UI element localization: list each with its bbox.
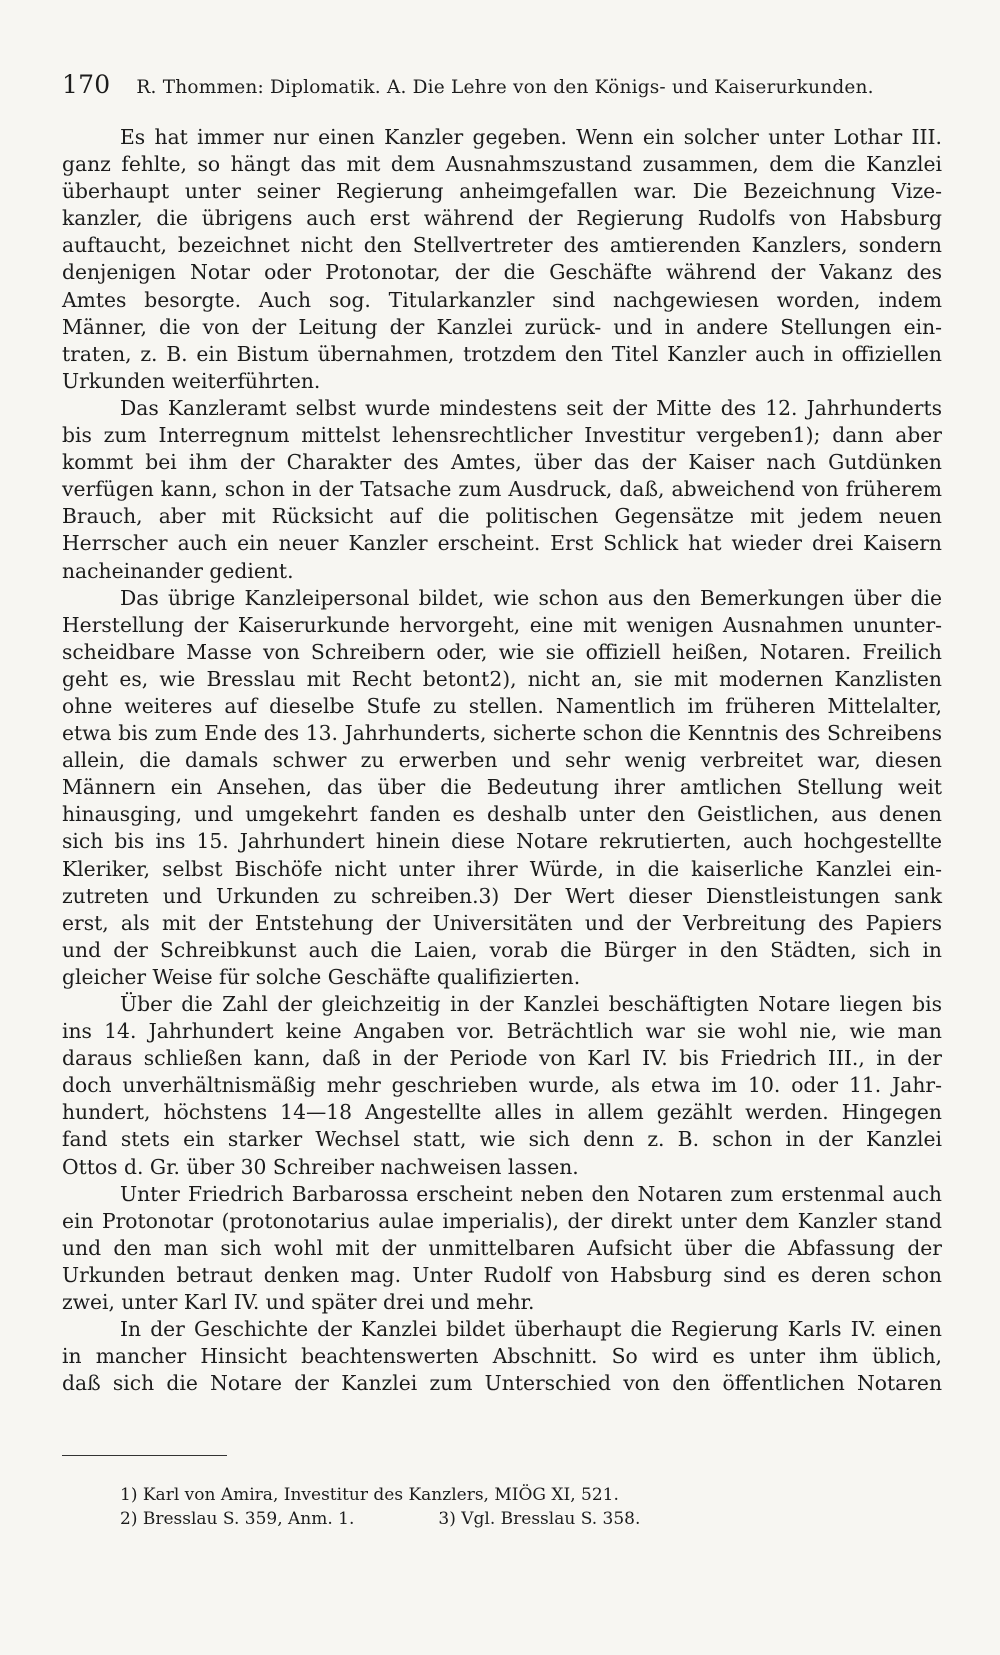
text-line: daraus schließen kann, daß in der Periode von Karl IV. bis Friedrich III., in der xyxy=(62,1046,942,1071)
text-line: In der Geschichte der Kanzlei bildet überhaupt die Regierung Karls IV. einen xyxy=(120,1317,942,1342)
text-line: fand stets ein starker Wechsel statt, wie sich denn z. B. schon in der Kanzlei xyxy=(62,1127,942,1152)
footnotes xyxy=(120,1483,640,1531)
footnote-1: 1) Karl von Amira, Investitur des Kanzlers, MIÖG XI, 521. xyxy=(120,1485,619,1505)
text-line: Amtes besorgte. Auch sog. Titularkanzler sind nachgewiesen worden, indem xyxy=(62,287,942,312)
text-line: in mancher Hinsicht beachtenswerten Abschnitt. So wird es unter ihm üblich, xyxy=(62,1344,942,1369)
text-line: allein, die damals schwer zu erwerben und sehr wenig verbreitet war, diesen xyxy=(62,748,942,773)
text-line: und der Schreibkunst auch die Laien, vorab die Bürger in den Städten, sich in xyxy=(62,937,942,962)
footnote-2: 2) Bresslau S. 359, Anm. 1. xyxy=(120,1509,355,1529)
text-line: Unter Friedrich Barbarossa erscheint neben den Notaren zum erstenmal auch xyxy=(120,1181,942,1206)
text-line: hundert, höchstens 14—18 Angestellte alles in allem gezählt werden. Hingegen xyxy=(62,1100,942,1125)
text-line: überhaupt unter seiner Regierung anheimgefallen war. Die Bezeichnung Vize- xyxy=(62,179,942,204)
text-line: zutreten und Urkunden zu schreiben.3) Der Wert dieser Dienstleistungen sank xyxy=(62,883,942,908)
text-line: auftaucht, bezeichnet nicht den Stellvertreter des amtierenden Kanzlers, sondern xyxy=(62,233,942,258)
page-number: 170 xyxy=(62,70,111,99)
footnote-divider xyxy=(62,1455,227,1456)
text-line: Herstellung der Kaiserurkunde hervorgeht, eine mit wenigen Ausnahmen ununter- xyxy=(62,612,942,637)
text-line: kommt bei ihm der Charakter des Amtes, über das der Kaiser nach Gutdünken xyxy=(62,450,942,475)
text-line: ohne weiteres auf dieselbe Stufe zu stellen. Namentlich im früheren Mittelalter, xyxy=(62,693,942,718)
text-line: ins 14. Jahrhundert keine Angaben vor. Beträchtlich war sie wohl nie, wie man xyxy=(62,1019,942,1044)
text-line: Herrscher auch ein neuer Kanzler erscheint. Erst Schlick hat wieder drei Kaisern xyxy=(62,531,942,556)
footnote-3: 3) Vgl. Bresslau S. 358. xyxy=(438,1509,641,1529)
text-line: hinausging, und umgekehrt fanden es deshalb unter den Geistlichen, aus denen xyxy=(62,802,942,827)
text-line: daß sich die Notare der Kanzlei zum Unterschied von den öffentlichen Notaren xyxy=(62,1371,942,1396)
text-line: und den man sich wohl mit der unmittelbaren Aufsicht über die Abfassung der xyxy=(62,1235,942,1260)
running-title: R. Thommen: Diplomatik. A. Die Lehre von den Königs- und Kaiserurkunden. xyxy=(136,77,874,98)
text-line: nacheinander gedient. xyxy=(62,558,294,583)
text-line: Das übrige Kanzleipersonal bildet, wie schon aus den Bemerkungen über die xyxy=(120,585,942,610)
text-line: Kleriker, selbst Bischöfe nicht unter ihrer Würde, in die kaiserliche Kanzlei ein- xyxy=(62,856,942,881)
text-line: Ottos d. Gr. über 30 Schreiber nachweisen lassen. xyxy=(62,1154,579,1179)
text-line: Urkunden weiterführten. xyxy=(62,368,321,393)
text-line: bis zum Interregnum mittelst lehensrechtlicher Investitur vergeben1); dann aber xyxy=(62,423,942,448)
body-text xyxy=(62,124,942,1397)
text-line: Über die Zahl der gleichzeitig in der Kanzlei beschäftigten Notare liegen bis xyxy=(120,992,942,1016)
footnote-row xyxy=(120,1483,640,1507)
text-line: sich bis ins 15. Jahrhundert hinein diese Notare rekrutierten, auch hochgestellte xyxy=(62,829,942,854)
text-line: Brauch, aber mit Rücksicht auf die politischen Gegensätze mit jedem neuen xyxy=(62,504,942,529)
footnote-row xyxy=(120,1507,640,1531)
text-line: Das Kanzleramt selbst wurde mindestens seit der Mitte des 12. Jahrhunderts xyxy=(120,395,942,420)
text-line: scheidbare Masse von Schreibern oder, wie sie offiziell heißen, Notaren. Freilich xyxy=(62,639,942,664)
text-line: geht es, wie Bresslau mit Recht betont2), nicht an, sie mit modernen Kanzlisten xyxy=(62,666,942,691)
text-line: etwa bis zum Ende des 13. Jahrhunderts, sicherte schon die Kenntnis des Schreibens xyxy=(62,721,942,746)
text-line: Männer, die von der Leitung der Kanzlei zurück- und in andere Stellungen ein- xyxy=(62,314,942,339)
text-line: ganz fehlte, so hängt das mit dem Ausnahmszustand zusammen, dem die Kanzlei xyxy=(62,152,942,177)
text-line: Urkunden betraut denken mag. Unter Rudolf von Habsburg sind es deren schon xyxy=(62,1262,942,1287)
text-line: verfügen kann, schon in der Tatsache zum Ausdruck, daß, abweichend von früherem xyxy=(62,477,942,502)
running-header xyxy=(62,70,874,99)
text-line: gleicher Weise für solche Geschäfte qualifizierten. xyxy=(62,964,581,989)
text-line: zwei, unter Karl IV. und später drei und mehr. xyxy=(62,1290,535,1315)
text-line: doch unverhältnismäßig mehr geschrieben wurde, als etwa im 10. oder 11. Jahr- xyxy=(62,1073,942,1098)
text-line: Es hat immer nur einen Kanzler gegeben. Wenn ein solcher unter Lothar III. xyxy=(120,125,942,149)
text-line: kanzler, die übrigens auch erst während der Regierung Rudolfs von Habsburg xyxy=(62,206,942,231)
text-line: traten, z. B. ein Bistum übernahmen, trotzdem den Titel Kanzler auch in offiziellen xyxy=(62,341,942,366)
text-line: Männern ein Ansehen, das über die Bedeutung ihrer amtlichen Stellung weit xyxy=(62,775,942,800)
text-line: erst, als mit der Entstehung der Universitäten und der Verbreitung des Papiers xyxy=(62,910,942,935)
text-line: ein Protonotar (protonotarius aulae imperialis), der direkt unter dem Kanzler stand xyxy=(62,1208,942,1233)
text-line: denjenigen Notar oder Protonotar, der die Geschäfte während der Vakanz des xyxy=(62,260,942,285)
